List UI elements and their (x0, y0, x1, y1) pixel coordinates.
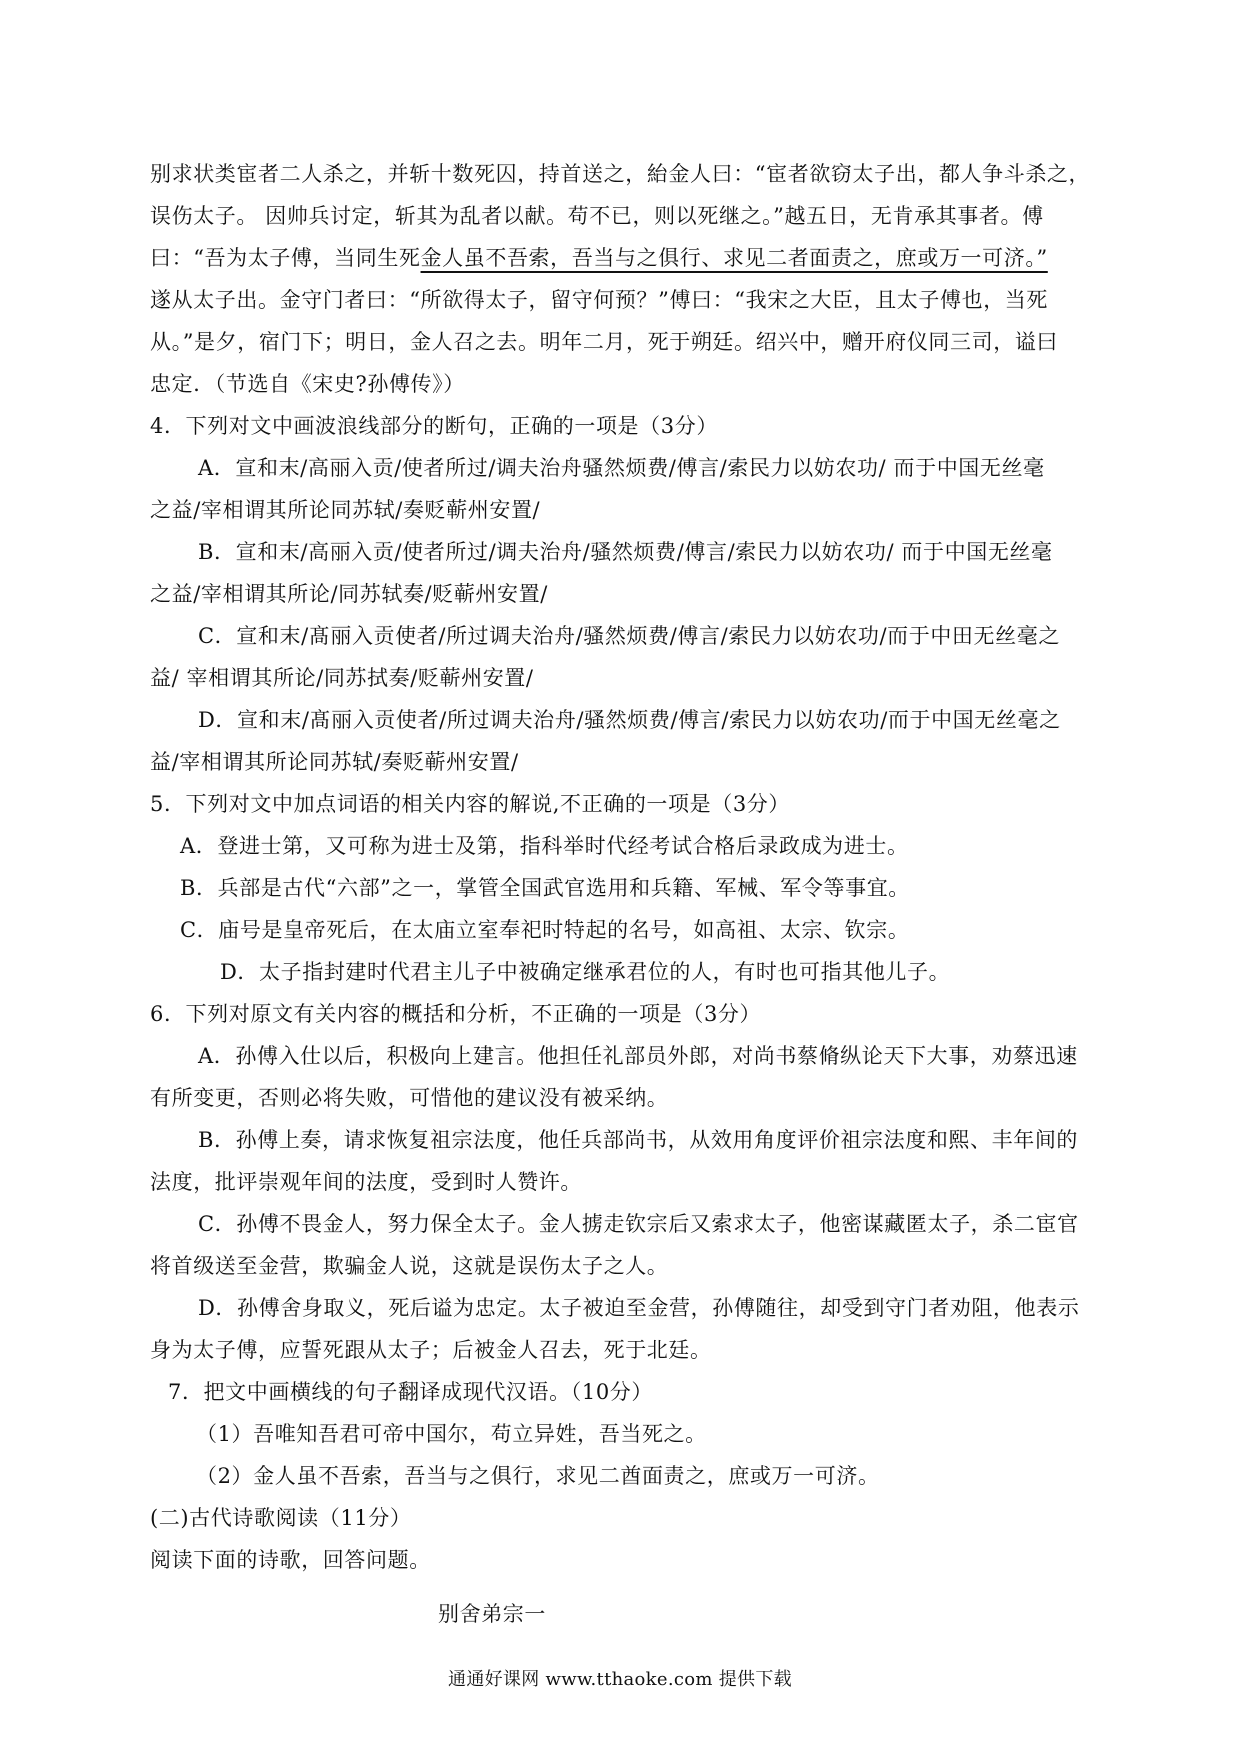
question-5-stem: 5．下列对文中加点词语的相关内容的解说,不正确的一项是（3分） (150, 792, 790, 816)
question-4-option-b-cont: 之益/宰相谓其所论/同苏轼奏/贬蕲州安置/ (150, 582, 548, 606)
passage-line-1: 别求状类宦者二人杀之，并斩十数死囚，持首送之，紿金人曰：“宦者欲窃太子出，都人争斗杀之， (150, 162, 1091, 186)
question-5-option-b: B．兵部是古代“六部”之一，掌管全国武官选用和兵籍、军械、军令等事宜。 (180, 876, 910, 900)
passage-line-2: 误伤太子。 因帅兵讨定，斩其为乱者以献。苟不已，则以死继之。”越五日，无肯承其事者。傅 (150, 204, 1044, 228)
question-6-option-b-cont: 法度，批评崇观年间的法度，受到时人赞许。 (150, 1170, 582, 1194)
footer-download-notice: 通通好课网 www.tthaoke.com 提供下载 (448, 1669, 792, 1690)
section-2-instruction: 阅读下面的诗歌，回答问题。 (150, 1548, 431, 1572)
poem-title: 别舍弟宗一 (438, 1602, 546, 1626)
question-6-option-a-cont: 有所变更，否则必将失败，可惜他的建议没有被采纳。 (150, 1086, 669, 1110)
question-5-option-d: D．太子指封建时代君主儿子中被确定继承君位的人，有时也可指其他儿子。 (220, 960, 951, 984)
question-7-sentence-2: （2）金人虽不吾索，吾当与之俱行，求见二酋面责之，庶或万一可济。 (196, 1464, 880, 1488)
passage-line-3-text: 曰：“吾为太子傅，当同生死 (150, 246, 421, 270)
question-4-option-a: A．宣和末/高丽入贡/使者所过/调夫治舟骚然烦费/傅言/索民力以妨农功/ 而于中国无丝毫 (198, 456, 1045, 480)
passage-line-3 (150, 244, 1048, 272)
question-6-option-d-cont: 身为太子傅，应誓死跟从太子；后被金人召去，死于北廷。 (150, 1338, 712, 1362)
question-6-option-c-cont: 将首级送至金营，欺骗金人说，这就是误伤太子之人。 (150, 1254, 669, 1278)
question-4-option-c: C．宣和末/髙丽入贡使者/所过调夫治舟/骚然烦费/傅言/索民力以妨农功/而于中田无丝毫之 (198, 624, 1060, 648)
question-6-option-b: B．孙傅上奏，请求恢复祖宗法度，他任兵部尚书，从效用角度评价祖宗法度和熙、丰年间的 (198, 1128, 1079, 1152)
question-5-option-a: A．登进士第，又可称为进士及第，指科举时代经考试合格后录政成为进士。 (180, 834, 909, 858)
question-4-option-d-cont: 益/宰相谓其所论同苏轼/奏贬蕲州安置/ (150, 750, 519, 774)
question-4-option-d: D．宣和末/髙丽入贡使者/所过调夫治舟/骚然烦费/傅言/索民力以妨农功/而于中国无丝毫之 (198, 708, 1061, 732)
question-4-option-c-cont: 益/ 宰相谓其所论/同苏拭奏/贬蕲州安置/ (150, 666, 534, 690)
passage-line-6: 忠定．（节选自《宋史?孙傅传》） (150, 372, 465, 396)
question-6-stem: 6．下列对原文有关内容的概括和分析，不正确的一项是（3分） (150, 1002, 762, 1026)
question-6-option-a: A．孙傅入仕以后，积极向上建言。他担任礼部员外郎，对尚书蔡脩纵论天下大事，劝蔡迅速 (198, 1044, 1078, 1068)
passage-line-5: 从。”是夕，宿门下；明日，金人召之去。明年二月，死于朔廷。绍兴中，赠开府仪同三司，谥曰 (150, 330, 1059, 354)
underlined-sentence: 金人虽不吾索，吾当与之俱行、求见二者面责之，庶或万一可济。” (420, 246, 1048, 270)
question-5-option-c: C．庙号是皇帝死后，在太庙立室奉祀时特起的名号，如高祖、太宗、钦宗。 (180, 918, 910, 942)
question-7-sentence-1: （1）吾唯知吾君可帝中国尔，苟立异姓，吾当死之。 (196, 1422, 707, 1446)
question-7-stem: 7．把文中画横线的句子翻译成现代汉语。（10分） (168, 1380, 653, 1404)
question-4-option-b: B．宣和末/高丽入贡/使者所过/调夫治舟/骚然烦费/傅言/索民力以妨农功/ 而于中国无丝毫 (198, 540, 1053, 564)
question-4-stem: 4．下列对文中画波浪线部分的断句，正确的一项是（3分） (150, 414, 718, 438)
section-2-heading: (二)古代诗歌阅读（11分） (150, 1506, 412, 1530)
question-6-option-c: C．孙傅不畏金人，努力保全太子。金人掳走钦宗后又索求太子，他密谋藏匿太子，杀二宦官 (198, 1212, 1079, 1236)
passage-line-4: 遂从太子出。金守门者曰：“所欲得太子，留守何预？”傅曰：“我宋之大臣，且太子傅也，当死 (150, 288, 1049, 312)
question-6-option-d: D．孙傅舍身取义，死后谥为忠定。太子被迫至金营，孙傅随往，却受到守门者劝阻，他表示 (198, 1296, 1080, 1320)
question-4-option-a-cont: 之益/宰相谓其所论同苏轼/奏贬蕲州安置/ (150, 498, 541, 522)
